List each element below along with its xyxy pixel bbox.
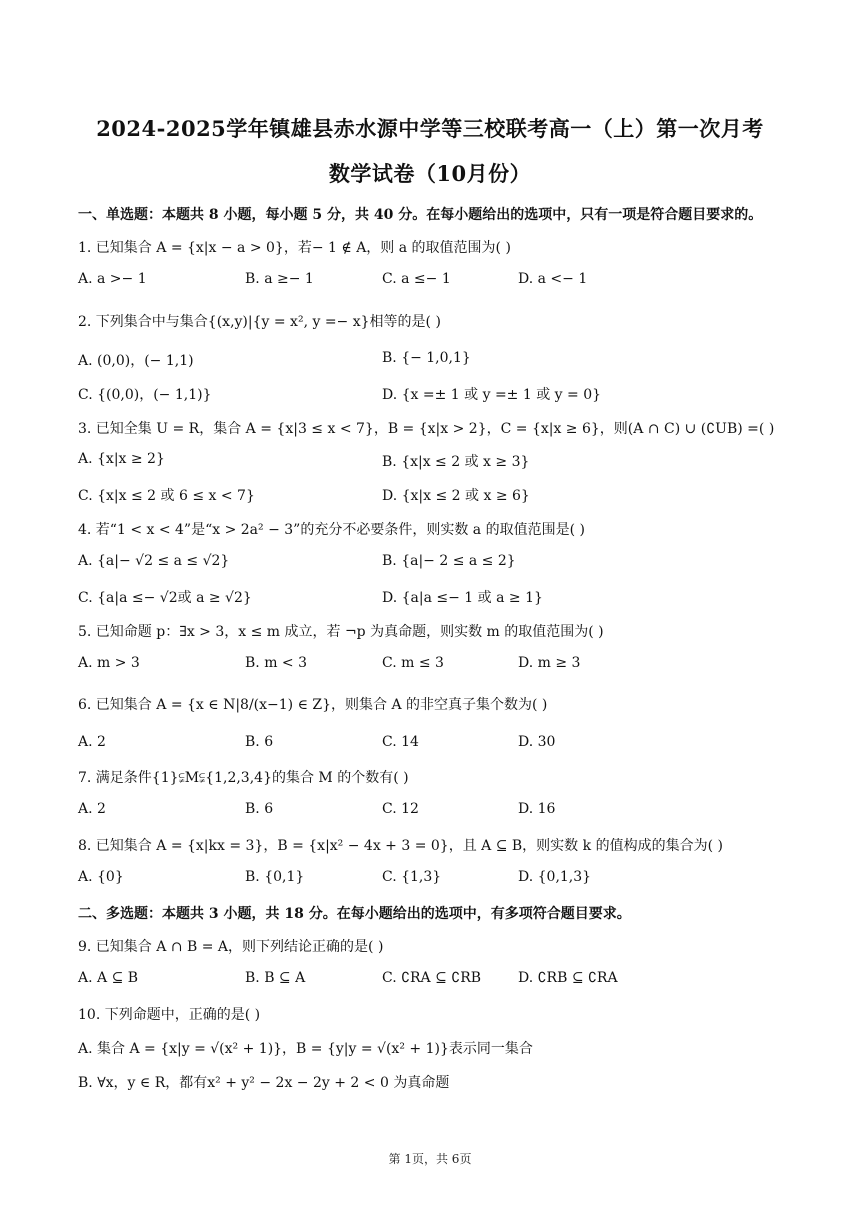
question-8-option-b: B. {0,1} [245, 869, 305, 885]
question-5-stem: 5. 已知命题 p：∃x > 3，x ≤ m 成立，若 ¬p 为真命题，则实数 m 的取值范围为( ) [78, 624, 604, 640]
question-2-stem: 2. 下列集合中与集合{(x,y)|{y = x², y =− x}相等的是( ) [78, 314, 441, 330]
question-4-option-b: B. {a|− 2 ≤ a ≤ 2} [382, 553, 516, 569]
question-6-option-d: D. 30 [518, 734, 556, 750]
exam-title-line1: 2024-2025学年镇雄县赤水源中学等三校联考高一（上）第一次月考 [96, 116, 764, 141]
question-5-option-d: D. m ≥ 3 [518, 655, 581, 671]
question-6-option-c: C. 14 [382, 734, 419, 750]
question-7-option-b: B. 6 [245, 801, 274, 817]
question-2-option-b: B. {− 1,0,1} [382, 350, 471, 366]
question-3-option-d: D. {x|x ≤ 2 或 x ≥ 6} [382, 488, 530, 504]
question-1-stem: 1. 已知集合 A = {x|x − a > 0}，若− 1 ∉ A，则 a 的取值范围为( ) [78, 240, 511, 256]
question-3-option-c: C. {x|x ≤ 2 或 6 ≤ x < 7} [78, 488, 255, 504]
question-3-stem: 3. 已知全集 U = R，集合 A = {x|3 ≤ x < 7}，B = {x|x > 2}，C = {x|x ≥ 6}，则(A ∩ C) ∪ (∁UB) =( ) [78, 421, 775, 437]
question-8-option-c: C. {1,3} [382, 869, 442, 885]
question-3-option-b: B. {x|x ≤ 2 或 x ≥ 3} [382, 454, 530, 470]
question-9-option-b: B. B ⊆ A [245, 970, 306, 986]
question-9-stem: 9. 已知集合 A ∩ B = A，则下列结论正确的是( ) [78, 939, 384, 955]
question-2-option-d: D. {x =± 1 或 y =± 1 或 y = 0} [382, 387, 602, 403]
question-1-option-c: C. a ≤− 1 [382, 271, 451, 287]
question-7-stem: 7. 满足条件{1}⫋M⫋{1,2,3,4}的集合 M 的个数有( ) [78, 770, 409, 786]
question-5-option-b: B. m < 3 [245, 655, 308, 671]
question-1-option-d: D. a <− 1 [518, 271, 588, 287]
exam-title-line2: 数学试卷（10月份） [328, 161, 532, 186]
question-4-option-d: D. {a|a ≤− 1 或 a ≥ 1} [382, 590, 543, 606]
question-7-option-c: C. 12 [382, 801, 419, 817]
question-8-stem: 8. 已知集合 A = {x|kx = 3}，B = {x|x² − 4x + 3 = 0}，且 A ⊆ B，则实数 k 的值构成的集合为( ) [78, 838, 723, 854]
question-2-option-c: C. {(0,0)，(− 1,1)} [78, 387, 212, 403]
question-1-option-b: B. a ≥− 1 [245, 271, 314, 287]
question-5-option-c: C. m ≤ 3 [382, 655, 444, 671]
question-5-option-a: A. m > 3 [78, 655, 140, 671]
section-heading-single-choice: 一、单选题：本题共 8 小题，每小题 5 分，共 40 分。在每小题给出的选项中，只有一项是符合题目要求的。 [78, 207, 763, 223]
question-4-stem: 4. 若“1 < x < 4”是“x > 2a² − 3”的充分不必要条件，则实数 a 的取值范围是( ) [78, 522, 585, 538]
question-4-option-c: C. {a|a ≤− √2或 a ≥ √2} [78, 590, 252, 606]
question-9-option-a: A. A ⊆ B [78, 970, 139, 986]
question-8-option-d: D. {0,1,3} [518, 869, 592, 885]
question-6-option-a: A. 2 [78, 734, 106, 750]
question-10-stem: 10. 下列命题中，正确的是( ) [78, 1007, 261, 1023]
question-7-option-d: D. 16 [518, 801, 556, 817]
question-8-option-a: A. {0} [78, 869, 124, 885]
question-6-option-b: B. 6 [245, 734, 274, 750]
question-4-option-a: A. {a|− √2 ≤ a ≤ √2} [78, 553, 230, 569]
question-9-option-c: C. ∁RA ⊆ ∁RB [382, 970, 482, 986]
question-6-stem: 6. 已知集合 A = {x ∈ N|8/(x−1) ∈ Z}，则集合 A 的非空真子集个数为( ) [78, 697, 548, 713]
page-number-footer: 第 1页，共 6页 [388, 1152, 472, 1166]
question-3-option-a: A. {x|x ≥ 2} [78, 451, 165, 467]
question-10-option-b: B. ∀x，y ∈ R，都有x² + y² − 2x − 2y + 2 < 0 为真命题 [78, 1075, 450, 1091]
question-7-option-a: A. 2 [78, 801, 106, 817]
question-10-option-a: A. 集合 A = {x|y = √(x² + 1)}，B = {y|y = √(x² + 1)}表示同一集合 [78, 1041, 533, 1057]
question-2-option-a: A. (0,0)，(− 1,1) [78, 353, 194, 369]
section-heading-multiple-choice: 二、多选题：本题共 3 小题，共 18 分。在每小题给出的选项中，有多项符合题目要求。 [78, 906, 631, 922]
question-9-option-d: D. ∁RB ⊆ ∁RA [518, 970, 618, 986]
question-1-option-a: A. a >− 1 [78, 271, 147, 287]
